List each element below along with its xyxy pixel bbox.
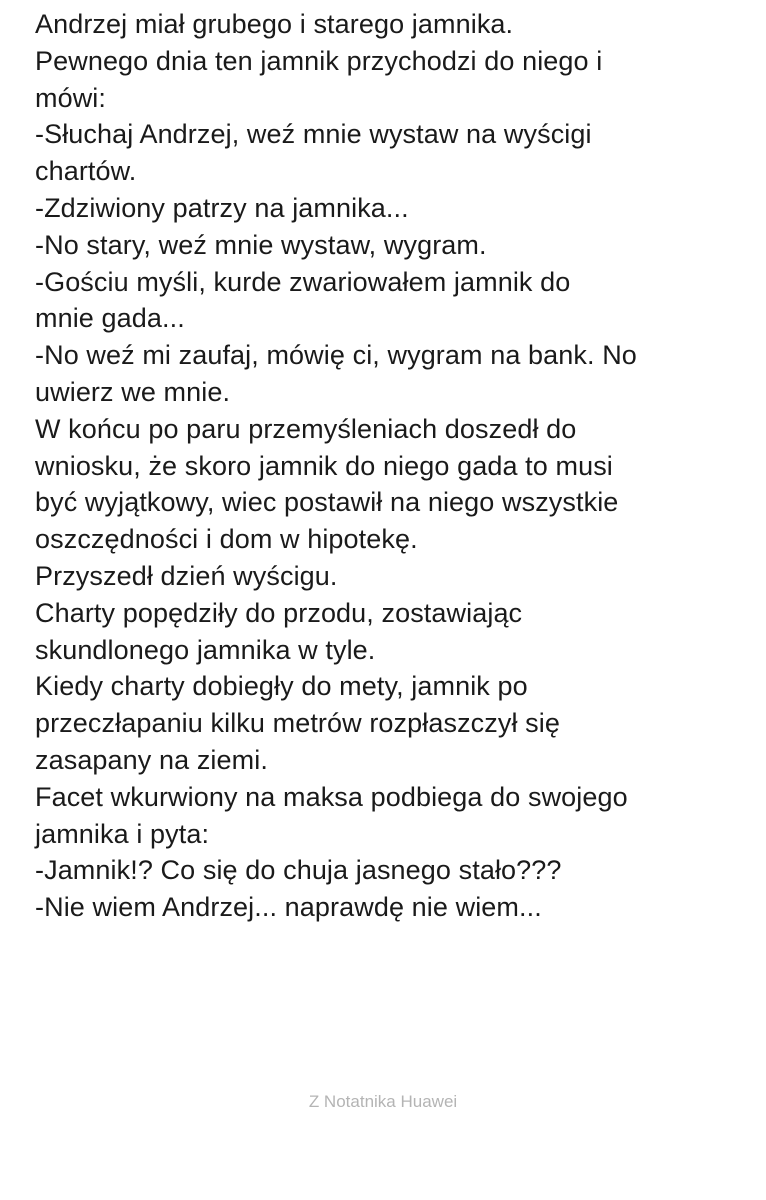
note-line: jamnika i pyta: bbox=[35, 818, 210, 849]
note-line: Charty popędziły do przodu, zostawiając bbox=[35, 597, 523, 628]
note-line: Pewnego dnia ten jamnik przychodzi do niego i bbox=[35, 45, 603, 76]
note-line: -Jamnik!? Co się do chuja jasnego stało??? bbox=[35, 855, 562, 886]
source-footer: Z Notatnika Huawei bbox=[308, 1092, 458, 1111]
note-line: Andrzej miał grubego i starego jamnika. bbox=[35, 9, 514, 39]
note-line: Przyszedł dzień wyścigu. bbox=[35, 560, 338, 591]
note-line: mówi: bbox=[35, 82, 107, 113]
note-line: Kiedy charty dobiegły do mety, jamnik po bbox=[35, 671, 528, 702]
note-text bbox=[35, 6, 750, 926]
note-line: uwierz we mnie. bbox=[35, 376, 231, 407]
note-line: wniosku, że skoro jamnik do niego gada to musi bbox=[35, 450, 613, 481]
note-line: przeczłapaniu kilku metrów rozpłaszczył się bbox=[35, 708, 560, 739]
note-line: oszczędności i dom w hipotekę. bbox=[35, 524, 418, 555]
note-line: -Nie wiem Andrzej... naprawdę nie wiem... bbox=[35, 892, 542, 923]
note-line: zasapany na ziemi. bbox=[35, 744, 268, 775]
note-line: chartów. bbox=[35, 156, 137, 187]
note-line: -Gościu myśli, kurde zwariowałem jamnik do bbox=[35, 266, 571, 297]
note-line: -Słuchaj Andrzej, weź mnie wystaw na wyścigi bbox=[35, 119, 592, 150]
note-line: -Zdziwiony patrzy na jamnika... bbox=[35, 192, 409, 223]
note-line: być wyjątkowy, wiec postawił na niego wszystkie bbox=[35, 487, 619, 518]
note-line: -No stary, weź mnie wystaw, wygram. bbox=[35, 229, 487, 260]
note-line: mnie gada... bbox=[35, 303, 185, 334]
note-line: skundlonego jamnika w tyle. bbox=[35, 634, 376, 665]
note-line: Facet wkurwiony na maksa podbiega do swojego bbox=[35, 781, 628, 812]
note-line: -No weź mi zaufaj, mówię ci, wygram na bank. No bbox=[35, 340, 637, 371]
note-line: W końcu po paru przemyśleniach doszedł do bbox=[35, 413, 577, 444]
